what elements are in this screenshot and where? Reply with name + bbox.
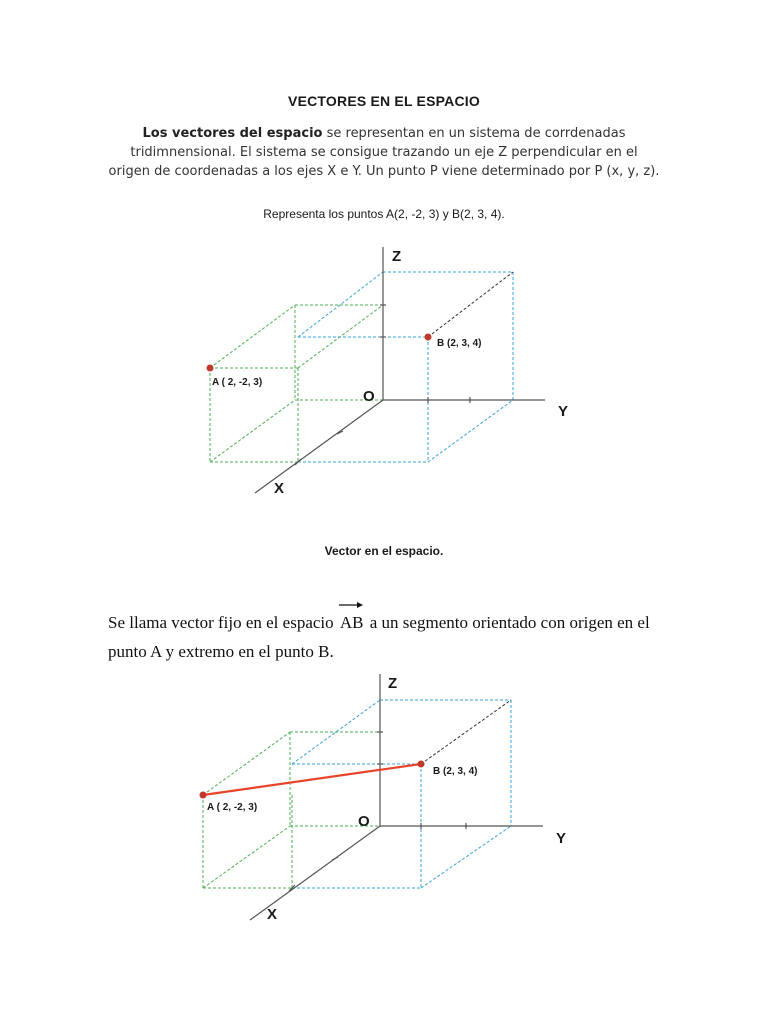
vector-arrow-icon (339, 601, 363, 609)
point-a-label: A ( 2, -2, 3) (212, 377, 263, 388)
origin-label-2: O (358, 813, 370, 830)
page-title: VECTORES EN EL ESPACIO (288, 93, 480, 109)
exercise-caption: Representa los puntos A(2, -2, 3) y B(2, 3, 4). (263, 207, 505, 221)
z-axis-label: Z (392, 248, 402, 265)
section-heading: Vector en el espacio. (324, 544, 444, 558)
point-a-label-2: A ( 2, -2, 3) (207, 802, 258, 813)
point-b-marker (425, 334, 432, 341)
vector-ab-line (203, 764, 421, 795)
definition-paragraph (108, 608, 668, 666)
point-a-marker-2 (200, 792, 207, 799)
intro-paragraph (108, 124, 660, 181)
x-axis-label-2: X (267, 906, 278, 923)
box-b-edges (298, 272, 513, 462)
axes-2 (250, 674, 543, 920)
y-axis-label: Y (558, 403, 569, 420)
intro-bold-lead: Los vectores del espacio (142, 126, 323, 141)
point-b-label: B (2, 3, 4) (437, 338, 482, 349)
definition-part1: Se llama vector fijo en el espacio (108, 613, 338, 632)
b-projection-line (428, 272, 513, 337)
z-axis-label-2: Z (388, 675, 398, 692)
point-a-marker (207, 365, 214, 372)
intro-text: se representan en un sistema de corrdenadas tridimnensional. El sistema se consigue trazando un eje Z perpendicular en el origen de coordenadas a los ejes X e Y. Un punto P viene determinado por P (x, y, z). (108, 126, 660, 179)
vector-ab-label: AB (339, 613, 364, 632)
y-axis-label-2: Y (556, 830, 567, 847)
x-axis-label: X (274, 480, 285, 497)
origin-label: O (363, 388, 375, 405)
vector-ab-notation (338, 608, 366, 637)
definition-part2: a un segmento orientado con origen en el punto A y extremo en el punto B. (108, 613, 650, 661)
point-b-label-2: B (2, 3, 4) (433, 766, 478, 777)
b-projection-line-2 (421, 700, 511, 764)
figure-2-diagram (0, 666, 768, 926)
box-b-edges-2 (292, 700, 511, 888)
figure-1-diagram (0, 240, 768, 500)
point-b-marker-2 (418, 761, 425, 768)
